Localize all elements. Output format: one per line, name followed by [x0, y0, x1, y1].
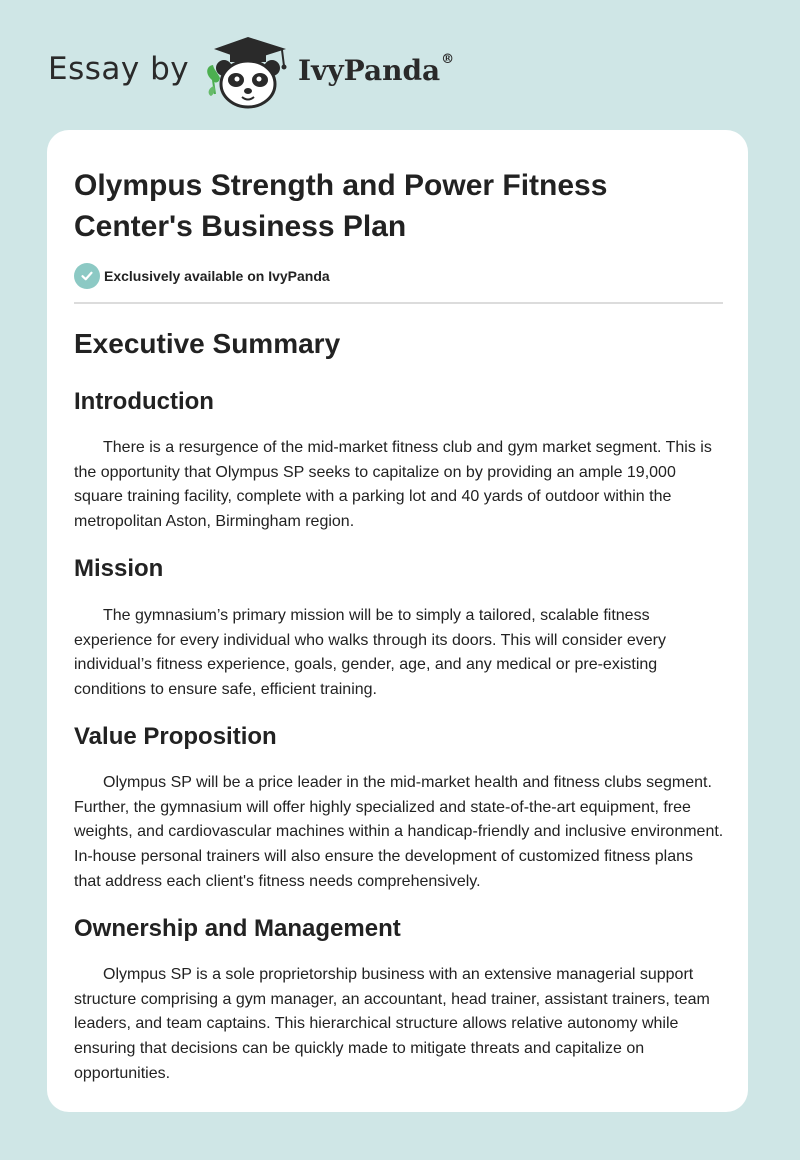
paragraph-ownership-management: Olympus SP is a sole proprietorship business with an extensive managerial support structure comprising a gym manager, an accountant, head trainer, assistant trainers, team leaders, and team captains. This hierarchical structure allows relative autonomy while ensuring that decisions can be quickly made to mitigate threats and capitalize on opportunities. — [74, 966, 710, 1082]
divider — [74, 302, 723, 304]
heading-introduction: Introduction — [74, 388, 214, 415]
brand-prefix: Essay by — [48, 51, 190, 87]
check-circle-icon — [74, 263, 100, 289]
essay-card — [47, 130, 748, 1112]
paragraph-introduction: There is a resurgence of the mid-market fitness club and gym market segment. This is the opportunity that Olympus SP seeks to capitalize on by providing an ample 19,000 square training facility, complete with a parking lot and 40 yards of outdoor within the metropolitan Aston, Birmingham region. — [74, 439, 712, 531]
section-heading-executive-summary: Executive Summary — [74, 328, 341, 359]
heading-ownership-management: Ownership and Management — [74, 915, 401, 942]
brand-name-text: IvyPanda — [298, 54, 441, 87]
page-title: Olympus Strength and Power Fitness Center's Business Plan — [74, 169, 608, 243]
registered-mark: ® — [441, 52, 455, 67]
badge-text: Exclusively available on IvyPanda — [104, 268, 330, 284]
heading-value-proposition: Value Proposition — [74, 723, 277, 750]
paragraph-mission: The gymnasium’s primary mission will be to simply a tailored, scalable fitness experience for every individual who walks through its doors. This will consider every individual’s fitness experience, goals, gender, age, and any medical or pre-existing conditions to ensure safe, efficient training. — [74, 607, 666, 699]
exclusive-badge — [74, 263, 330, 289]
brand-name — [298, 54, 454, 87]
brand-header — [48, 34, 478, 110]
paragraph-value-proposition: Olympus SP will be a price leader in the mid-market health and fitness clubs segment. Further, the gymnasium will offer highly specialized and state-of-the-art equipment, free weights, and cardiovascular machines within a handicap-friendly and inclusive environment. In-house personal trainers will also ensure the development of customized fitness plans that address each client's fitness needs comprehensively. — [74, 774, 724, 890]
panda-graduate-icon — [202, 34, 292, 110]
heading-mission: Mission — [74, 555, 164, 582]
